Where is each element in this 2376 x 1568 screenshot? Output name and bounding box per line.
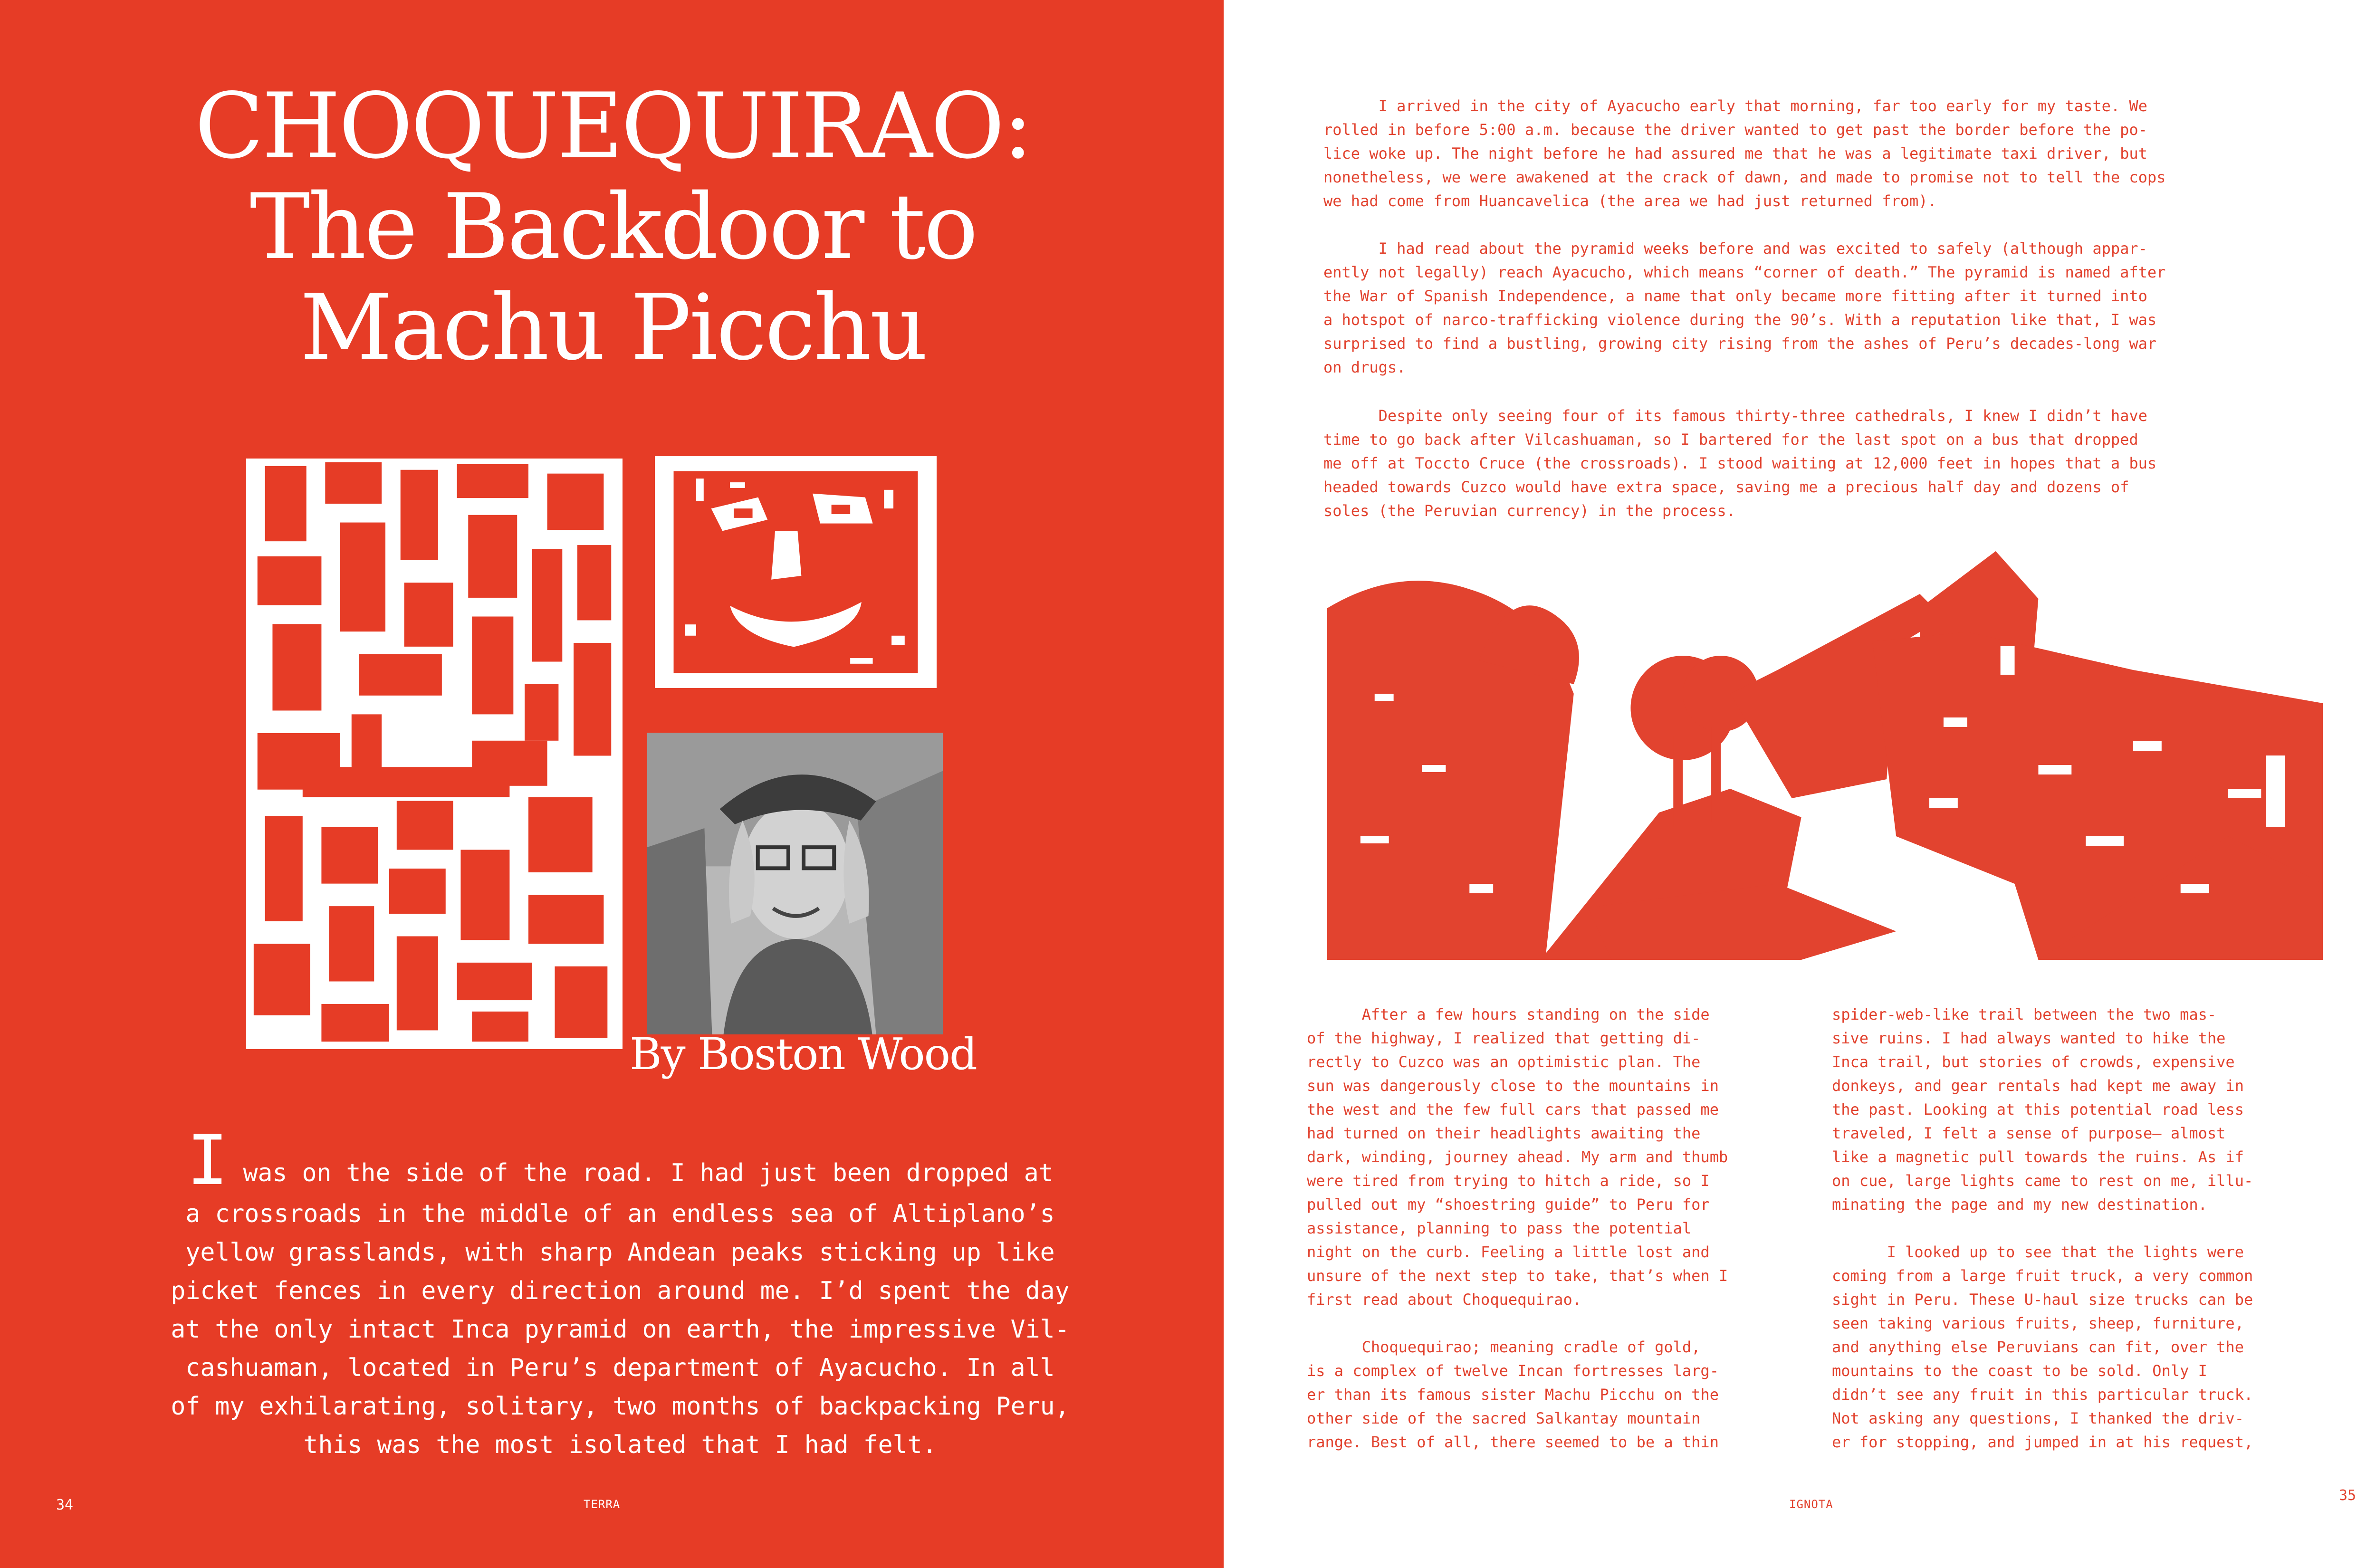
text-line: Not asking any questions, I thanked the driv- [1832, 1409, 2244, 1427]
text-line: on drugs. [1323, 358, 1406, 376]
intro-line: a crossroads in the middle of an endless sea of Altiplano’s [185, 1200, 1055, 1228]
text-line: we had come from Huancavelica (the area we had just returned from). [1323, 192, 1937, 210]
page-number: 35 [2339, 1487, 2357, 1504]
text-line: Despite only seeing four of its famous thirty-three cathedrals, I knew I didn’t have [1323, 407, 2147, 425]
text-line: other side of the sacred Salkantay mountain [1307, 1409, 1701, 1427]
text-line: mountains to the coast to be sold. Only I [1832, 1362, 2207, 1380]
text-line: headed towards Cuzco would have extra space, saving me a precious half day and dozens of [1323, 478, 2129, 496]
text-line: didn’t see any fruit in this particular truck. [1832, 1386, 2253, 1404]
intro-line: yellow grasslands, with sharp Andean peaks sticking up like [185, 1238, 1055, 1267]
ruins-image [1327, 551, 2323, 960]
text-line: like a magnetic pull towards the ruins. As if [1832, 1148, 2244, 1166]
text-line: unsure of the next step to take, that’s when I [1307, 1267, 1728, 1285]
text-line: night on the curb. Feeling a little lost and [1307, 1243, 1710, 1261]
footer-label: TERRA [584, 1498, 621, 1511]
text-line: time to go back after Vilcashuaman, so I bartered for the last spot on a bus that dropped [1323, 430, 2138, 449]
paragraph-gap [1832, 1216, 2253, 1240]
text-line: dark, winding, journey ahead. My arm and thumb [1307, 1148, 1728, 1166]
title-line: The Backdoor to [249, 174, 977, 279]
text-line: Choquequirao; meaning cradle of gold, [1307, 1338, 1701, 1356]
text-line: After a few hours standing on the side [1307, 1005, 1710, 1023]
text-line: the past. Looking at this potential road less [1832, 1100, 2244, 1119]
text-line: spider-web-like trail between the two mas- [1832, 1005, 2217, 1023]
intro-line: of my exhilarating, solitary, two months of backpacking Peru, [171, 1392, 1070, 1421]
text-line: me off at Toccto Cruce (the crossroads). I stood waiting at 12,000 feet in hopes that a bus [1323, 454, 2157, 472]
text-line: pulled out my “shoestring guide” to Peru for [1307, 1195, 1710, 1214]
carved-face-image [655, 456, 937, 688]
text-line: a hotspot of narco-trafficking violence during the 90’s. With a reputation like that, I was [1323, 311, 2157, 329]
article-title [57, 76, 1169, 378]
text-line: and anything else Peruvians can fit, over the [1832, 1338, 2244, 1356]
text-line: nonetheless, we were awakened at the crack of dawn, and made to promise not to tell the cops [1323, 168, 2166, 186]
body-paragraph [1323, 94, 2165, 213]
text-line: sight in Peru. These U-haul size trucks can be [1832, 1291, 2253, 1309]
text-line: rectly to Cuzco was an optimistic plan. The [1307, 1053, 1701, 1071]
body-paragraph [1323, 237, 2165, 379]
text-line: sun was dangerously close to the mountains in [1307, 1077, 1719, 1095]
text-line: the west and the few full cars that passed me [1307, 1100, 1719, 1119]
text-line: ently not legally) reach Ayacucho, which means “corner of death.” The pyramid is named after [1323, 263, 2166, 281]
text-line: traveled, I felt a sense of purpose— almost [1832, 1124, 2226, 1142]
text-line: surprised to find a bustling, growing city rising from the ashes of Peru’s decades-long war [1323, 335, 2157, 353]
body-column-left [1307, 1003, 1728, 1454]
author-portrait-image [647, 733, 943, 1034]
intro-line: at the only intact Inca pyramid on earth, the impressive Vil- [171, 1315, 1070, 1344]
text-line: coming from a large fruit truck, a very common [1832, 1267, 2253, 1285]
text-line: on cue, large lights came to rest on me, illu- [1832, 1172, 2253, 1190]
intro-line [93, 1120, 1148, 1201]
page-number: 34 [56, 1497, 74, 1513]
drop-cap: I [187, 1120, 229, 1201]
body-column-right [1832, 1003, 2253, 1454]
intro-line: this was the most isolated that I had felt. [303, 1431, 937, 1459]
title-line: Machu Picchu [300, 275, 926, 380]
text-line: rolled in before 5:00 a.m. because the driver wanted to get past the border before the po- [1323, 121, 2147, 139]
text-line: were tired from trying to hitch a ride, so I [1307, 1172, 1710, 1190]
text-line: I had read about the pyramid weeks before and was excited to safely (although appar- [1323, 239, 2147, 258]
intro-line: cashuaman, located in Peru’s department of Ayacucho. In all [185, 1354, 1055, 1382]
right-page [1224, 0, 2376, 1568]
text-line: er for stopping, and jumped in at his request, [1832, 1433, 2253, 1451]
text-line: had turned on their headlights awaiting the [1307, 1124, 1701, 1142]
text-line: I arrived in the city of Ayacucho early that morning, far too early for my taste. We [1323, 97, 2147, 115]
text-line: sive ruins. I had always wanted to hike the [1832, 1029, 2226, 1047]
text-line: the War of Spanish Independence, a name that only became more fitting after it turned into [1323, 287, 2147, 305]
text-line: lice woke up. The night before he had assured me that he was a legitimate taxi driver, but [1323, 144, 2147, 163]
text-line: first read about Choquequirao. [1307, 1291, 1581, 1309]
text-line: I looked up to see that the lights were [1832, 1243, 2244, 1261]
title-line: CHOQUEQUIRAO: [194, 74, 1032, 179]
text-line: minating the page and my new destination. [1832, 1195, 2207, 1214]
intro-line: picket fences in every direction around me. I’d spent the day [171, 1277, 1070, 1305]
body-paragraph [1323, 404, 2156, 523]
text-line: soles (the Peruvian currency) in the process. [1323, 502, 1735, 520]
text-line: seen taking various fruits, sheep, furniture, [1832, 1314, 2244, 1332]
intro-paragraph [93, 1120, 1148, 1464]
text-line: donkeys, and gear rentals had kept me away in [1832, 1077, 2244, 1095]
text-line: is a complex of twelve Incan fortresses larg- [1307, 1362, 1719, 1380]
text-line: assistance, planning to pass the potential [1307, 1219, 1692, 1237]
intro-line-text: was on the side of the road. I had just been dropped at [228, 1159, 1054, 1187]
text-line: of the highway, I realized that getting di- [1307, 1029, 1701, 1047]
text-line: er than its famous sister Machu Picchu on the [1307, 1386, 1719, 1404]
text-line: range. Best of all, there seemed to be a thin [1307, 1433, 1719, 1451]
text-line: Inca trail, but stories of crowds, expensive [1832, 1053, 2235, 1071]
footer-label: IGNOTA [1789, 1498, 1833, 1511]
paragraph-gap [1307, 1311, 1728, 1335]
stone-wall-image [246, 459, 623, 1049]
author-byline: By Boston Wood [630, 1029, 977, 1080]
